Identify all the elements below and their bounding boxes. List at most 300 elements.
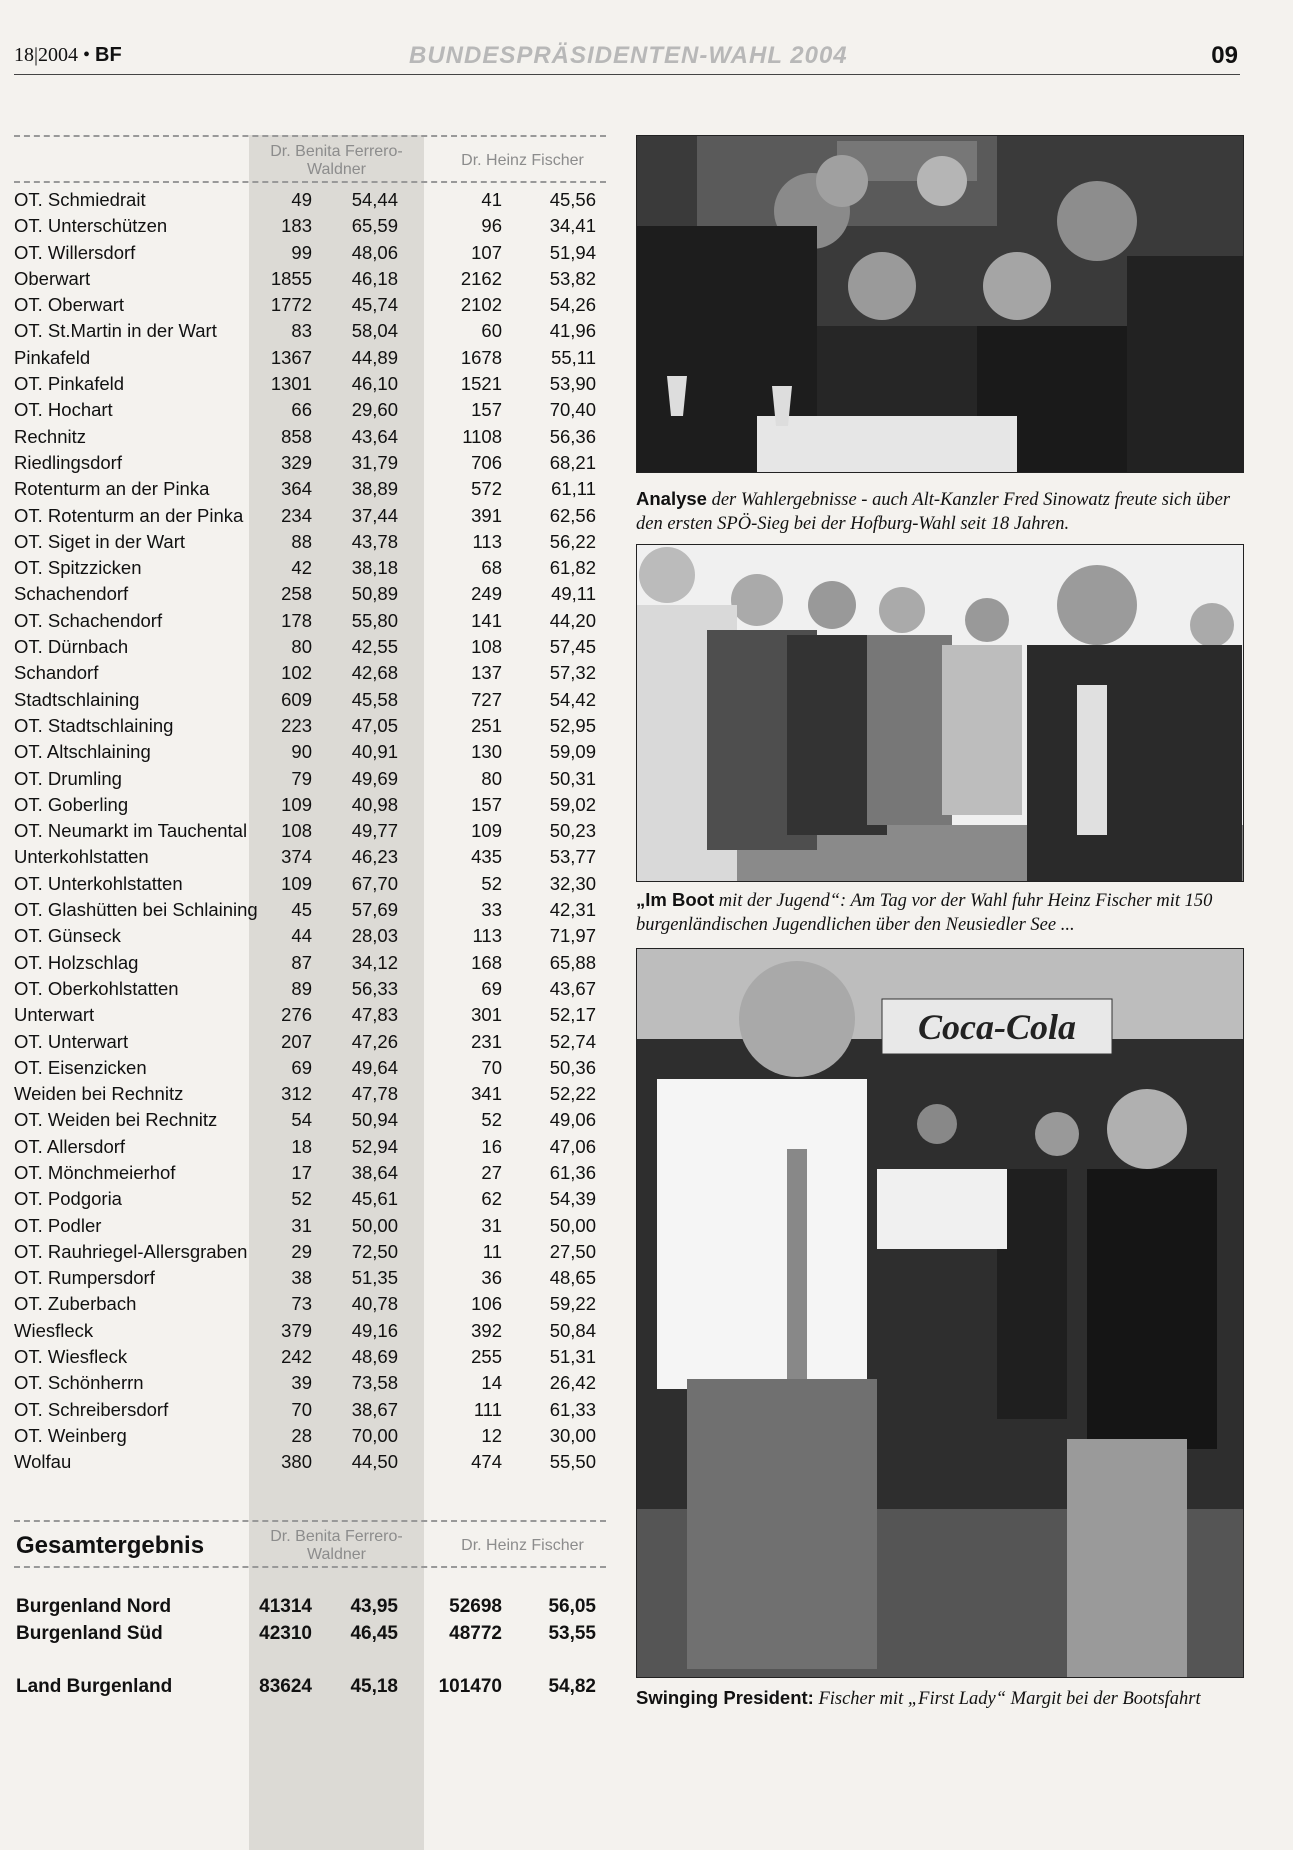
summary-pct1: 45,18 bbox=[350, 1676, 398, 1697]
pct2-cell: 27,50 bbox=[549, 1240, 596, 1262]
pct2-cell: 43,67 bbox=[549, 977, 596, 999]
pct2-cell: 57,45 bbox=[549, 636, 596, 658]
municipality-cell: OT. Günseck bbox=[14, 925, 121, 947]
table-row bbox=[14, 844, 606, 870]
table-row bbox=[14, 1029, 606, 1055]
pct1-cell: 46,18 bbox=[351, 267, 398, 289]
summary-candidate1-header: Dr. Benita Ferrero-Waldner bbox=[270, 1528, 403, 1563]
pct1-cell: 31,79 bbox=[351, 451, 398, 473]
pct2-cell: 52,22 bbox=[549, 1083, 596, 1105]
votes1-cell: 242 bbox=[281, 1346, 312, 1368]
table-row bbox=[14, 634, 606, 660]
municipality-cell: OT. Drumling bbox=[14, 767, 122, 789]
municipality-cell: Wiesfleck bbox=[14, 1319, 94, 1341]
caption-boat-dance-bold: Swinging President: bbox=[636, 1687, 814, 1708]
pct2-cell: 52,74 bbox=[549, 1030, 596, 1052]
votes1-cell: 45 bbox=[291, 899, 312, 921]
pct1-cell: 38,64 bbox=[351, 1161, 398, 1183]
candidate2-header: Dr. Heinz Fischer bbox=[461, 152, 584, 169]
summary-row bbox=[14, 1593, 606, 1621]
table-row bbox=[14, 1344, 606, 1370]
table-row bbox=[14, 292, 606, 318]
pct2-cell: 42,31 bbox=[549, 899, 596, 921]
pct2-cell: 54,39 bbox=[549, 1188, 596, 1210]
votes2-cell: 301 bbox=[471, 1004, 502, 1026]
summary-row bbox=[14, 1620, 606, 1648]
issue-info bbox=[14, 44, 122, 67]
pct1-cell: 40,78 bbox=[351, 1293, 398, 1315]
votes1-cell: 1367 bbox=[270, 346, 312, 368]
municipality-cell: OT. Schachendorf bbox=[14, 609, 163, 631]
municipality-cell: OT. Eisenzicken bbox=[14, 1056, 147, 1078]
votes1-cell: 80 bbox=[291, 636, 312, 658]
table-row bbox=[14, 1186, 606, 1212]
votes2-cell: 2102 bbox=[460, 294, 502, 316]
table-column-header bbox=[14, 135, 606, 183]
municipality-cell: OT. Spitzzicken bbox=[14, 557, 142, 579]
votes2-cell: 130 bbox=[471, 741, 502, 763]
pct1-cell: 40,91 bbox=[351, 741, 398, 763]
table-row bbox=[14, 739, 606, 765]
table-row bbox=[14, 1002, 606, 1028]
municipality-cell: OT. Podler bbox=[14, 1214, 102, 1236]
summary-votes2: 52698 bbox=[449, 1596, 502, 1617]
pct1-cell: 51,35 bbox=[351, 1267, 398, 1289]
municipality-cell: OT. Oberkohlstatten bbox=[14, 977, 179, 999]
pct2-cell: 41,96 bbox=[549, 320, 596, 342]
municipality-cell: OT. Altschlaining bbox=[14, 741, 151, 763]
coca-cola-sign: Coca-Cola bbox=[918, 1007, 1076, 1047]
votes2-cell: 52 bbox=[481, 1109, 502, 1131]
votes2-cell: 474 bbox=[471, 1451, 502, 1473]
votes2-cell: 33 bbox=[481, 899, 502, 921]
caption-youth-text: mit der Jugend“: Am Tag vor der Wahl fuhr Heinz Fischer mit 150 burgenländischen Jugendlichen über den Neusiedler See ... bbox=[636, 891, 1213, 935]
pct2-cell: 50,84 bbox=[549, 1319, 596, 1341]
pct2-cell: 55,50 bbox=[549, 1451, 596, 1473]
pct1-cell: 44,89 bbox=[351, 346, 398, 368]
table-row bbox=[14, 1265, 606, 1291]
municipality-cell: OT. Weiden bei Rechnitz bbox=[14, 1109, 218, 1131]
pct2-cell: 57,32 bbox=[549, 662, 596, 684]
pct1-cell: 45,58 bbox=[351, 688, 398, 710]
municipality-cell: OT. Goberling bbox=[14, 793, 129, 815]
votes1-cell: 73 bbox=[291, 1293, 312, 1315]
caption-boat-dance-text: Fischer mit „First Lady“ Margit bei der Bootsfahrt bbox=[813, 1689, 1201, 1709]
table-row bbox=[14, 503, 606, 529]
photo-youth-image bbox=[637, 545, 1243, 881]
pct1-cell: 47,26 bbox=[351, 1030, 398, 1052]
summary-votes1: 42310 bbox=[259, 1623, 312, 1644]
votes2-cell: 1108 bbox=[462, 425, 502, 447]
table-row bbox=[14, 713, 606, 739]
pct1-cell: 56,33 bbox=[351, 977, 398, 999]
municipality-cell: OT. Unterschützen bbox=[14, 215, 168, 237]
votes2-cell: 255 bbox=[471, 1346, 502, 1368]
pct1-cell: 38,67 bbox=[351, 1398, 398, 1420]
pct1-cell: 47,83 bbox=[351, 1004, 398, 1026]
votes2-cell: 31 bbox=[481, 1214, 502, 1236]
caption-analysis-text: der Wahlergebnisse - auch Alt-Kanzler Fred Sinowatz freute sich über den ersten SPÖ-Sieg bei der Hofburg-Wahl seit 18 Jahren. bbox=[636, 490, 1231, 534]
pct1-cell: 70,00 bbox=[351, 1424, 398, 1446]
pct2-cell: 45,56 bbox=[549, 189, 596, 210]
votes2-cell: 727 bbox=[471, 688, 502, 710]
municipality-cell: Wolfau bbox=[14, 1451, 72, 1473]
municipality-cell: Pinkafeld bbox=[14, 346, 91, 368]
summary-row bbox=[14, 1673, 606, 1701]
municipality-cell: OT. Siget in der Wart bbox=[14, 530, 186, 552]
votes1-cell: 380 bbox=[281, 1451, 312, 1473]
table-row bbox=[14, 950, 606, 976]
table-row bbox=[14, 1449, 606, 1475]
votes1-cell: 609 bbox=[281, 688, 312, 710]
pct1-cell: 50,00 bbox=[351, 1214, 398, 1236]
votes2-cell: 107 bbox=[471, 241, 502, 263]
pct1-cell: 50,94 bbox=[351, 1109, 398, 1131]
votes2-cell: 341 bbox=[471, 1083, 502, 1105]
table-row bbox=[14, 976, 606, 1002]
votes1-cell: 109 bbox=[281, 793, 312, 815]
pct2-cell: 51,94 bbox=[549, 241, 596, 263]
votes2-cell: 106 bbox=[471, 1293, 502, 1315]
pct2-cell: 34,41 bbox=[549, 215, 596, 237]
pct1-cell: 45,74 bbox=[351, 294, 398, 316]
votes1-cell: 1772 bbox=[270, 294, 312, 316]
pct1-cell: 37,44 bbox=[351, 504, 398, 526]
votes2-cell: 706 bbox=[471, 451, 502, 473]
summary-votes1: 41314 bbox=[259, 1596, 312, 1617]
pct2-cell: 50,36 bbox=[549, 1056, 596, 1078]
issue-number: 18|2004 bbox=[14, 44, 79, 66]
pct2-cell: 30,00 bbox=[549, 1424, 596, 1446]
table-row bbox=[14, 871, 606, 897]
votes2-cell: 141 bbox=[471, 609, 502, 631]
pct1-cell: 43,64 bbox=[351, 425, 398, 447]
votes2-cell: 69 bbox=[481, 977, 502, 999]
table-row bbox=[14, 1239, 606, 1265]
votes2-cell: 60 bbox=[481, 320, 502, 342]
votes2-cell: 96 bbox=[481, 215, 502, 237]
photo-boat-dance-image bbox=[637, 949, 1243, 1677]
votes2-cell: 113 bbox=[472, 925, 502, 947]
pct1-cell: 49,16 bbox=[351, 1319, 398, 1341]
pct1-cell: 50,89 bbox=[351, 583, 398, 605]
table-row bbox=[14, 345, 606, 371]
table-row bbox=[14, 1370, 606, 1396]
votes2-cell: 157 bbox=[471, 793, 502, 815]
votes2-cell: 251 bbox=[471, 714, 502, 736]
pct1-cell: 54,44 bbox=[351, 189, 398, 210]
caption-youth bbox=[636, 888, 1242, 937]
pct1-cell: 42,55 bbox=[351, 636, 398, 658]
municipality-cell: OT. Unterkohlstatten bbox=[14, 872, 183, 894]
municipality-cell: OT. Zuberbach bbox=[14, 1293, 137, 1315]
votes1-cell: 379 bbox=[281, 1319, 312, 1341]
table-row bbox=[14, 318, 606, 344]
votes2-cell: 27 bbox=[481, 1161, 502, 1183]
votes1-cell: 364 bbox=[281, 478, 312, 500]
municipality-cell: Unterkohlstatten bbox=[14, 846, 149, 868]
pct2-cell: 55,11 bbox=[551, 346, 596, 368]
summary-pct2: 56,05 bbox=[548, 1596, 596, 1617]
table-row bbox=[14, 187, 606, 213]
pct1-cell: 43,78 bbox=[351, 530, 398, 552]
pct2-cell: 49,06 bbox=[549, 1109, 596, 1131]
pct2-cell: 54,26 bbox=[549, 294, 596, 316]
pct1-cell: 49,77 bbox=[351, 820, 398, 842]
pct2-cell: 61,11 bbox=[551, 478, 596, 500]
pct2-cell: 65,88 bbox=[549, 951, 596, 973]
table-row bbox=[14, 266, 606, 292]
municipality-cell: Weiden bei Rechnitz bbox=[14, 1083, 184, 1105]
votes1-cell: 99 bbox=[291, 241, 312, 263]
pct1-cell: 48,06 bbox=[351, 241, 398, 263]
pct1-cell: 65,59 bbox=[351, 215, 398, 237]
pct1-cell: 40,98 bbox=[351, 793, 398, 815]
municipality-cell: OT. Schreibersdorf bbox=[14, 1398, 169, 1420]
pct1-cell: 28,03 bbox=[351, 925, 398, 947]
summary-section bbox=[14, 1520, 606, 1850]
municipality-cell: OT. Wiesfleck bbox=[14, 1346, 128, 1368]
votes2-cell: 12 bbox=[481, 1424, 502, 1446]
pct2-cell: 44,20 bbox=[549, 609, 596, 631]
votes1-cell: 38 bbox=[291, 1267, 312, 1289]
summary-title: Gesamtergebnis bbox=[16, 1532, 205, 1559]
pct2-cell: 26,42 bbox=[549, 1372, 596, 1394]
table-row bbox=[14, 1213, 606, 1239]
summary-votes2: 101470 bbox=[438, 1676, 502, 1697]
table-row bbox=[14, 529, 606, 555]
votes2-cell: 1678 bbox=[460, 346, 502, 368]
photo-analysis-image bbox=[637, 136, 1243, 472]
page-header bbox=[14, 40, 1240, 75]
votes2-cell: 391 bbox=[471, 504, 502, 526]
table-row bbox=[14, 1318, 606, 1344]
pct1-cell: 29,60 bbox=[351, 399, 398, 421]
pct1-cell: 44,50 bbox=[351, 1451, 398, 1473]
municipality-cell: OT. Rauhriegel-Allersgraben bbox=[14, 1240, 248, 1262]
table-row bbox=[14, 923, 606, 949]
table-row bbox=[14, 1397, 606, 1423]
pct2-cell: 52,17 bbox=[549, 1004, 596, 1026]
pct2-cell: 53,77 bbox=[549, 846, 596, 868]
pct2-cell: 61,33 bbox=[549, 1398, 596, 1420]
pct2-cell: 50,00 bbox=[549, 1214, 596, 1236]
municipality-cell: Stadtschlaining bbox=[14, 688, 140, 710]
table-row bbox=[14, 476, 606, 502]
summary-column-header bbox=[14, 1520, 606, 1568]
table-row bbox=[14, 897, 606, 923]
pct2-cell: 59,22 bbox=[549, 1293, 596, 1315]
candidate1-header: Dr. Benita Ferrero-Waldner bbox=[270, 143, 403, 178]
municipality-cell: OT. Allersdorf bbox=[14, 1135, 126, 1157]
votes2-cell: 62 bbox=[481, 1188, 502, 1210]
table-row bbox=[14, 424, 606, 450]
municipality-cell: OT. Holzschlag bbox=[14, 951, 139, 973]
municipality-cell: Rotenturm an der Pinka bbox=[14, 478, 210, 500]
municipality-cell: OT. Oberwart bbox=[14, 294, 124, 316]
pct2-cell: 53,90 bbox=[549, 373, 596, 395]
table-row bbox=[14, 818, 606, 844]
pct1-cell: 52,94 bbox=[351, 1135, 398, 1157]
votes2-cell: 14 bbox=[481, 1372, 502, 1394]
votes1-cell: 66 bbox=[291, 399, 312, 421]
votes1-cell: 54 bbox=[291, 1109, 312, 1131]
table-row bbox=[14, 687, 606, 713]
summary-candidate2-header: Dr. Heinz Fischer bbox=[461, 1537, 584, 1554]
votes2-cell: 249 bbox=[471, 583, 502, 605]
municipality-cell: OT. Schönherrn bbox=[14, 1372, 144, 1394]
pct2-cell: 54,42 bbox=[549, 688, 596, 710]
summary-pct1: 43,95 bbox=[350, 1596, 398, 1617]
summary-votes1: 83624 bbox=[259, 1676, 312, 1697]
municipality-cell: OT. Weinberg bbox=[14, 1424, 127, 1446]
pct2-cell: 59,02 bbox=[549, 793, 596, 815]
votes1-cell: 28 bbox=[291, 1424, 312, 1446]
pct2-cell: 48,65 bbox=[549, 1267, 596, 1289]
pct1-cell: 45,61 bbox=[351, 1188, 398, 1210]
votes1-cell: 276 bbox=[281, 1004, 312, 1026]
votes1-cell: 87 bbox=[291, 951, 312, 973]
pct2-cell: 50,31 bbox=[549, 767, 596, 789]
municipality-cell: Schandorf bbox=[14, 662, 99, 684]
table-row bbox=[14, 1107, 606, 1133]
table-row bbox=[14, 1291, 606, 1317]
municipality-cell: OT. Stadtschlaining bbox=[14, 714, 174, 736]
pct2-cell: 71,97 bbox=[549, 925, 596, 947]
table-row bbox=[14, 213, 606, 239]
pct1-cell: 38,18 bbox=[351, 557, 398, 579]
pct2-cell: 61,36 bbox=[549, 1161, 596, 1183]
votes2-cell: 11 bbox=[482, 1240, 502, 1262]
municipality-cell: OT. Glashütten bei Schlaining bbox=[14, 899, 258, 921]
summary-pct2: 54,82 bbox=[548, 1676, 596, 1697]
pct2-cell: 49,11 bbox=[551, 583, 596, 605]
municipality-cell: OT. Pinkafeld bbox=[14, 373, 125, 395]
votes2-cell: 572 bbox=[471, 478, 502, 500]
municipality-cell: Unterwart bbox=[14, 1004, 95, 1026]
pct1-cell: 47,78 bbox=[351, 1083, 398, 1105]
table-row bbox=[14, 397, 606, 423]
summary-region: Burgenland Süd bbox=[16, 1623, 163, 1644]
votes1-cell: 1855 bbox=[270, 267, 312, 289]
pct1-cell: 49,64 bbox=[351, 1056, 398, 1078]
municipality-cell: OT. Podgoria bbox=[14, 1188, 122, 1210]
table-row bbox=[14, 660, 606, 686]
caption-boat-dance bbox=[636, 1686, 1242, 1711]
votes1-cell: 69 bbox=[291, 1056, 312, 1078]
table-row bbox=[14, 1160, 606, 1186]
votes1-cell: 858 bbox=[281, 425, 312, 447]
pct1-cell: 34,12 bbox=[351, 951, 398, 973]
votes1-cell: 329 bbox=[281, 451, 312, 473]
municipality-cell: OT. Schmiedrait bbox=[14, 189, 146, 210]
caption-analysis bbox=[636, 487, 1242, 536]
pct2-cell: 56,36 bbox=[549, 425, 596, 447]
table-row bbox=[14, 1081, 606, 1107]
table-row bbox=[14, 1134, 606, 1160]
votes1-cell: 183 bbox=[281, 215, 312, 237]
pct2-cell: 56,22 bbox=[549, 530, 596, 552]
votes1-cell: 108 bbox=[281, 820, 312, 842]
caption-analysis-bold: Analyse bbox=[636, 488, 707, 509]
votes1-cell: 258 bbox=[281, 583, 312, 605]
municipality-cell: OT. Mönchmeierhof bbox=[14, 1161, 176, 1183]
pct2-cell: 52,95 bbox=[549, 714, 596, 736]
votes1-cell: 79 bbox=[291, 767, 312, 789]
municipality-cell: Rechnitz bbox=[14, 425, 86, 447]
votes2-cell: 111 bbox=[473, 1398, 502, 1420]
pct2-cell: 68,21 bbox=[549, 451, 596, 473]
pct1-cell: 47,05 bbox=[351, 714, 398, 736]
votes2-cell: 2162 bbox=[460, 267, 502, 289]
municipality-cell: OT. Rumpersdorf bbox=[14, 1267, 155, 1289]
votes2-cell: 52 bbox=[481, 872, 502, 894]
pct1-cell: 46,10 bbox=[351, 373, 398, 395]
pct2-cell: 53,82 bbox=[549, 267, 596, 289]
pct1-cell: 42,68 bbox=[351, 662, 398, 684]
votes2-cell: 435 bbox=[471, 846, 502, 868]
page-number: 09 bbox=[1211, 42, 1238, 69]
section-title: BUNDESPRÄSIDENTEN-WAHL 2004 bbox=[409, 42, 848, 69]
pct1-cell: 48,69 bbox=[351, 1346, 398, 1368]
votes1-cell: 39 bbox=[291, 1372, 312, 1394]
pct1-cell: 38,89 bbox=[351, 478, 398, 500]
votes1-cell: 70 bbox=[291, 1398, 312, 1420]
pct1-cell: 55,80 bbox=[351, 609, 398, 631]
table-row bbox=[14, 608, 606, 634]
votes1-cell: 109 bbox=[281, 872, 312, 894]
votes1-cell: 374 bbox=[281, 846, 312, 868]
table-row bbox=[14, 792, 606, 818]
municipality-cell: Schachendorf bbox=[14, 583, 129, 605]
table-body bbox=[14, 187, 606, 1476]
votes1-cell: 1301 bbox=[270, 373, 312, 395]
photo-youth bbox=[636, 544, 1244, 882]
votes2-cell: 1521 bbox=[460, 373, 502, 395]
summary-pct1: 46,45 bbox=[350, 1623, 398, 1644]
votes2-cell: 113 bbox=[472, 530, 502, 552]
table-row bbox=[14, 371, 606, 397]
table-row bbox=[14, 450, 606, 476]
table-row bbox=[14, 1423, 606, 1449]
votes2-cell: 41 bbox=[481, 189, 502, 210]
municipality-cell: OT. Willersdorf bbox=[14, 241, 136, 263]
votes1-cell: 312 bbox=[281, 1083, 312, 1105]
summary-region: Land Burgenland bbox=[16, 1676, 173, 1697]
pct2-cell: 59,09 bbox=[549, 741, 596, 763]
pct2-cell: 62,56 bbox=[549, 504, 596, 526]
summary-region: Burgenland Nord bbox=[16, 1596, 172, 1617]
votes2-cell: 68 bbox=[481, 557, 502, 579]
votes2-cell: 157 bbox=[471, 399, 502, 421]
votes1-cell: 29 bbox=[291, 1240, 312, 1262]
municipality-cell: Riedlingsdorf bbox=[14, 451, 122, 473]
votes2-cell: 108 bbox=[471, 636, 502, 658]
issue-bullet: • bbox=[83, 44, 91, 66]
votes1-cell: 49 bbox=[291, 189, 312, 210]
votes1-cell: 42 bbox=[291, 557, 312, 579]
municipality-cell: OT. Dürnbach bbox=[14, 636, 129, 658]
votes2-cell: 109 bbox=[471, 820, 502, 842]
votes2-cell: 16 bbox=[481, 1135, 502, 1157]
votes1-cell: 89 bbox=[291, 977, 312, 999]
table-row bbox=[14, 555, 606, 581]
municipality-cell: OT. Rotenturm an der Pinka bbox=[14, 504, 244, 526]
pct2-cell: 70,40 bbox=[549, 399, 596, 421]
pct2-cell: 47,06 bbox=[549, 1135, 596, 1157]
summary-votes2: 48772 bbox=[449, 1623, 502, 1644]
table-row bbox=[14, 766, 606, 792]
